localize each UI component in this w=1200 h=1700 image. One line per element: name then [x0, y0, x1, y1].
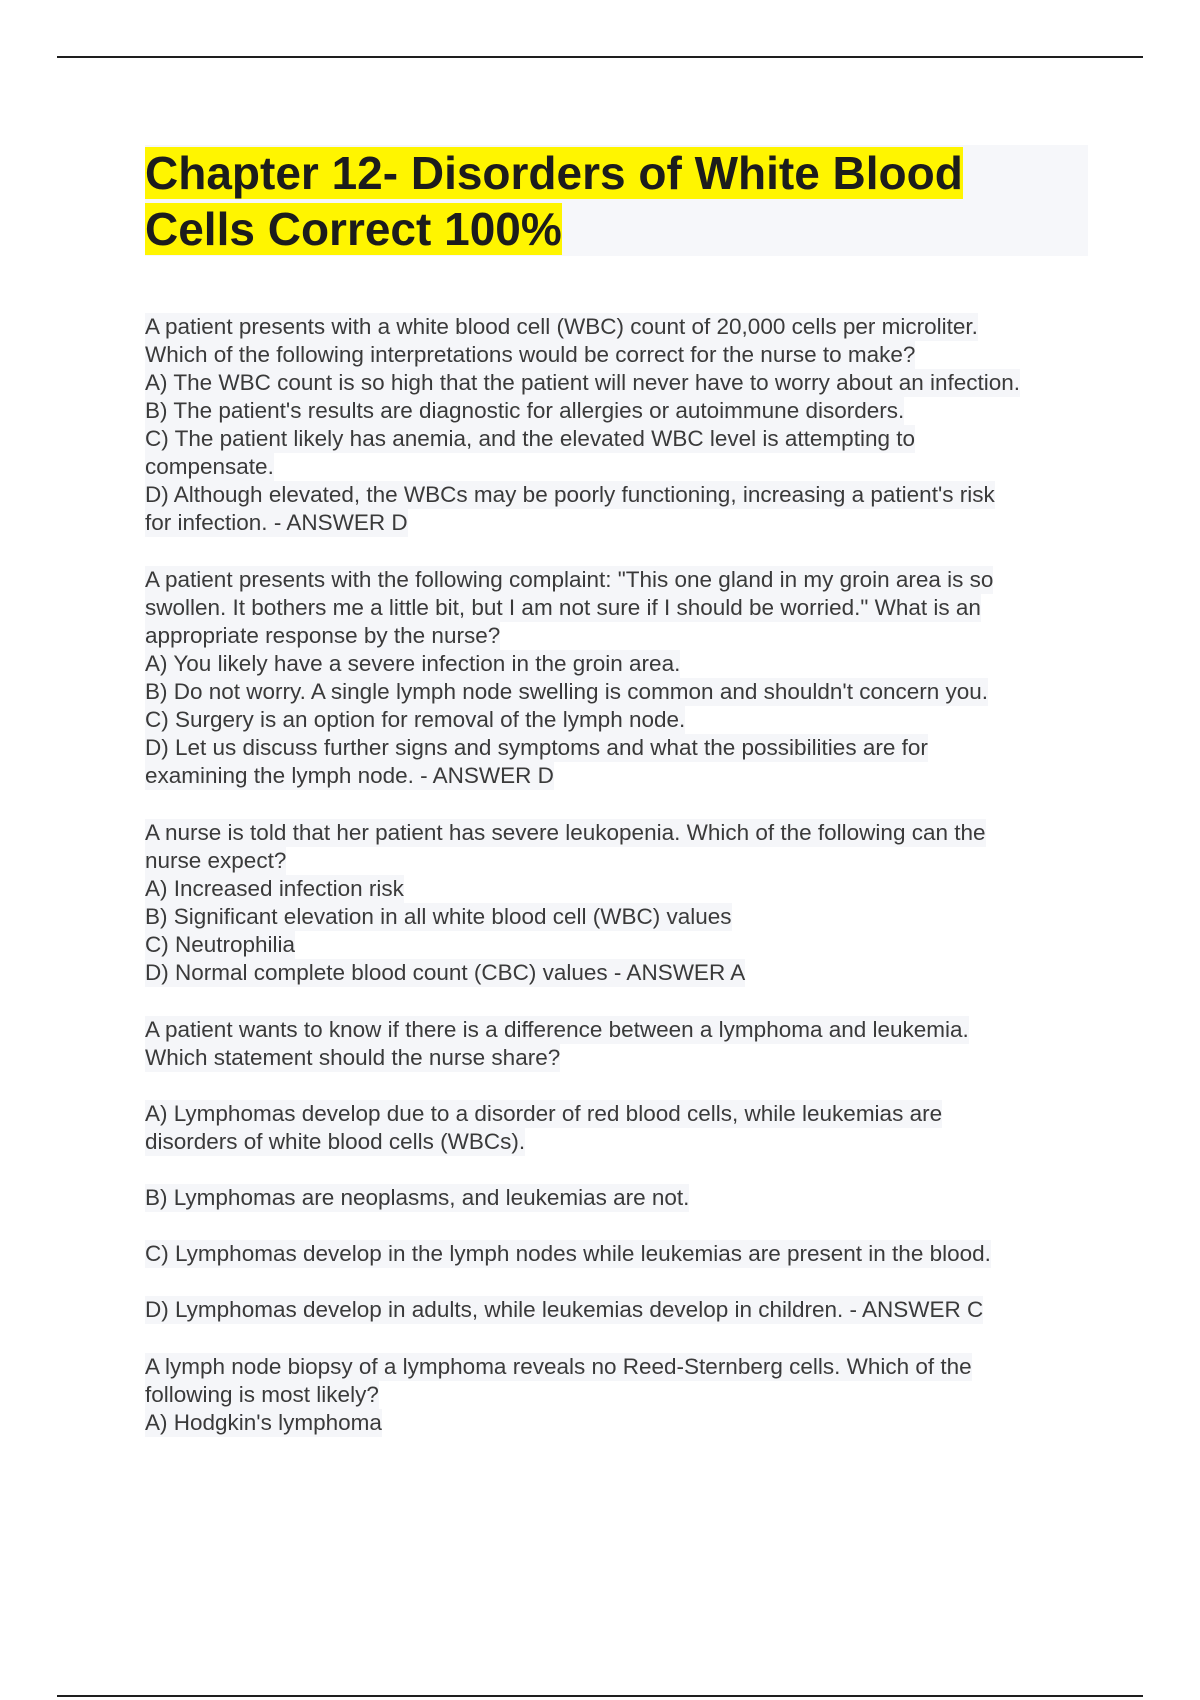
- option-c: C) Neutrophilia: [145, 932, 296, 957]
- question-line: following is most likely?: [145, 1382, 379, 1407]
- option-b: B) Lymphomas are neoplasms, and leukemias are not.: [145, 1185, 690, 1210]
- option-a: A) Increased infection risk: [145, 876, 404, 901]
- question-line: appropriate response by the nurse?: [145, 623, 501, 648]
- option-c: C) Surgery is an option for removal of the lymph node.: [145, 707, 686, 732]
- question-line: A patient presents with a white blood cell (WBC) count of 20,000 cells per microliter.: [145, 314, 978, 339]
- option-b: B) The patient's results are diagnostic for allergies or autoimmune disorders.: [145, 398, 905, 423]
- question-3: [145, 819, 1095, 987]
- option-d-answer: for infection. - ANSWER D: [145, 510, 408, 535]
- option-c: C) Lymphomas develop in the lymph nodes while leukemias are present in the blood.: [145, 1241, 991, 1266]
- option-a-continued: disorders of white blood cells (WBCs).: [145, 1129, 526, 1154]
- option-a: A) Hodgkin's lymphoma: [145, 1410, 382, 1435]
- question-4: [145, 1016, 1095, 1324]
- question-2: [145, 566, 1095, 790]
- page-title: [145, 145, 1005, 257]
- question-line: nurse expect?: [145, 848, 287, 873]
- question-line: A patient wants to know if there is a difference between a lymphoma and leukemia.: [145, 1017, 969, 1042]
- option-a: A) You likely have a severe infection in the groin area.: [145, 651, 681, 676]
- option-d: D) Although elevated, the WBCs may be poorly functioning, increasing a patient's risk: [145, 482, 995, 507]
- question-line: A lymph node biopsy of a lymphoma reveals no Reed-Sternberg cells. Which of the: [145, 1354, 972, 1379]
- question-1: [145, 313, 1095, 537]
- option-b: B) Significant elevation in all white blood cell (WBC) values: [145, 904, 732, 929]
- option-d: D) Let us discuss further signs and symptoms and what the possibilities are for: [145, 735, 928, 760]
- question-line: swollen. It bothers me a little bit, but I am not sure if I should be worried." What is an: [145, 595, 981, 620]
- bottom-rule: [57, 1695, 1143, 1697]
- option-c-continued: compensate.: [145, 454, 274, 479]
- title-highlight: Chapter 12- Disorders of White Blood Cells Correct 100%: [145, 147, 963, 255]
- top-rule: [57, 56, 1143, 58]
- option-d-answer: D) Lymphomas develop in adults, while leukemias develop in children. - ANSWER C: [145, 1297, 984, 1322]
- option-d-answer: examining the lymph node. - ANSWER D: [145, 763, 554, 788]
- option-b: B) Do not worry. A single lymph node swelling is common and shouldn't concern you.: [145, 679, 989, 704]
- question-line: A patient presents with the following complaint: "This one gland in my groin area is so: [145, 567, 994, 592]
- question-line: A nurse is told that her patient has severe leukopenia. Which of the following can the: [145, 820, 986, 845]
- question-list: [145, 313, 1095, 1466]
- title-block: [145, 145, 1088, 256]
- option-a: A) The WBC count is so high that the patient will never have to worry about an infection.: [145, 370, 1021, 395]
- question-5: [145, 1353, 1095, 1437]
- option-a: A) Lymphomas develop due to a disorder of red blood cells, while leukemias are: [145, 1101, 943, 1126]
- question-line: Which of the following interpretations would be correct for the nurse to make?: [145, 342, 916, 367]
- question-line: Which statement should the nurse share?: [145, 1045, 561, 1070]
- option-c: C) The patient likely has anemia, and the elevated WBC level is attempting to: [145, 426, 915, 451]
- option-d-answer: D) Normal complete blood count (CBC) values - ANSWER A: [145, 960, 746, 985]
